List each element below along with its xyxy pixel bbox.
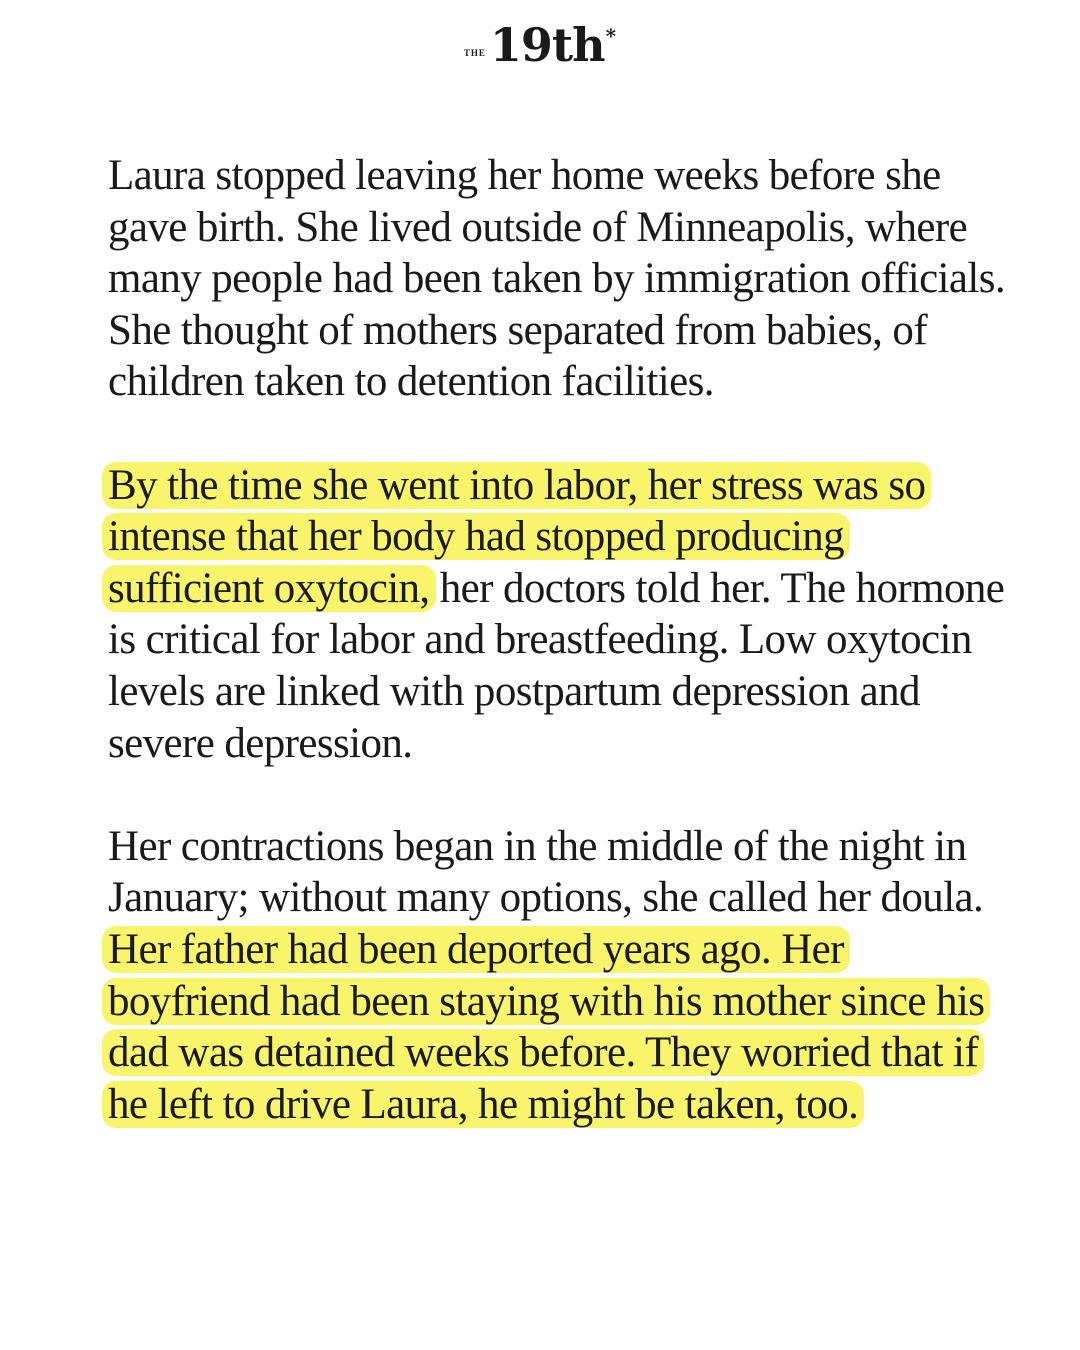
logo-name: 19th — [489, 18, 605, 72]
article-body — [108, 150, 1008, 1182]
paragraph-3-text: Her contractions began in the middle of the night in January; without many options, she called her doula. — [108, 822, 984, 922]
paragraph-1-text: Laura stopped leaving her home weeks before she gave birth. She lived outside of Minneapolis, where many people had been taken by immigration officials. She thought of mothers separated from babies, of children taken to detention facilities. — [108, 152, 1006, 406]
paragraph-2 — [108, 460, 1008, 770]
paragraph-2-text: her doctors told her. The hormone is critical for labor and breastfeeding. Low oxytocin levels are linked with postpartum depression and severe depression. — [108, 564, 1005, 767]
paragraph-3-highlight: Her father had been deported years ago. Her boyfriend had been staying with his mother since his dad was detained weeks before. They worried that if he left to drive Laura, he might be taken, too. — [102, 926, 990, 1128]
paragraph-3 — [108, 821, 1008, 1131]
paragraph-1 — [108, 150, 1008, 408]
logo-asterisk: * — [605, 24, 617, 48]
masthead-logo — [0, 18, 1080, 72]
paragraph-2-highlight: By the time she went into labor, her stress was so intense that her body had stopped producing sufficient oxytocin, — [102, 462, 931, 612]
logo-the: THE — [463, 47, 486, 58]
